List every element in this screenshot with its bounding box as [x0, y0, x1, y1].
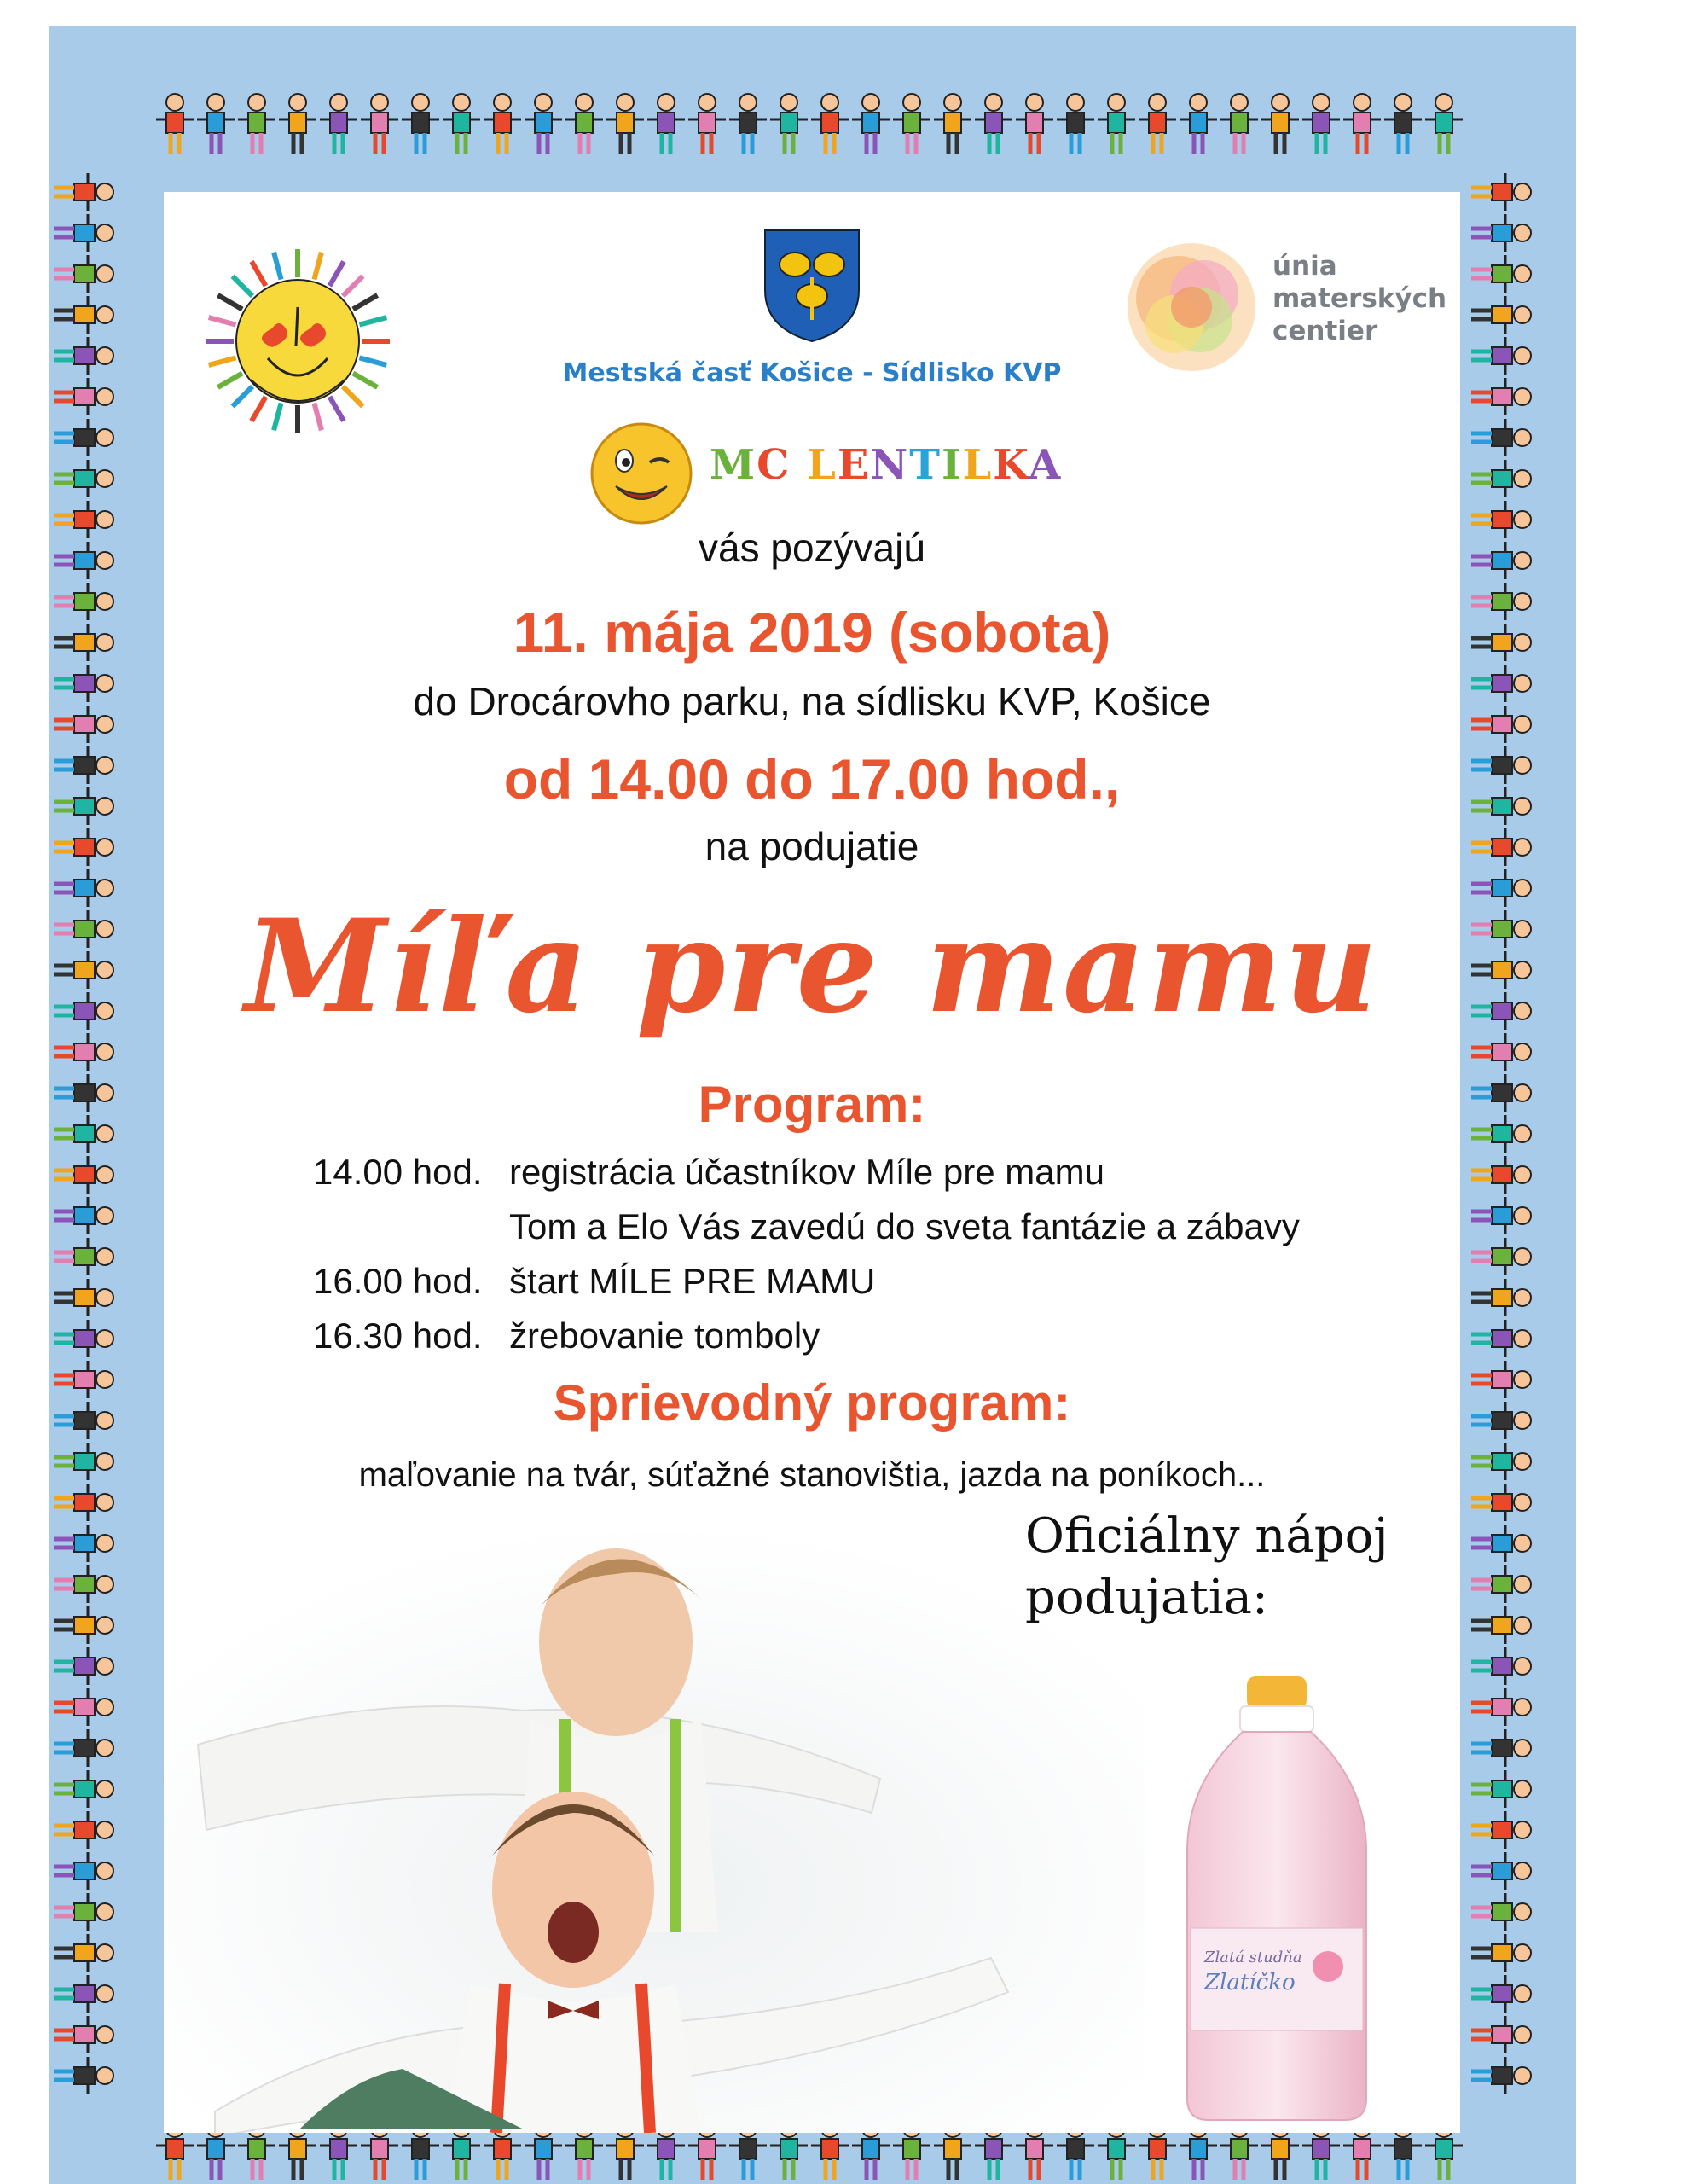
- border-person-icon: [1471, 1238, 1531, 1275]
- border-person-icon: [54, 337, 113, 375]
- border-person-icon: [1471, 1565, 1531, 1603]
- program-item-text: registrácia účastníkov Míle pre mamu: [509, 1152, 1104, 1192]
- side-program-text: maľovanie na tvár, súťažné stanovištia, jazda na poníkoch...: [358, 1456, 1266, 1494]
- event-label: na podujatie: [704, 824, 919, 868]
- official-drink-line2: podujatia:: [1025, 1570, 1268, 1625]
- program-item-text: štart MÍLE PRE MAMU: [509, 1261, 876, 1301]
- border-person-icon: [54, 951, 113, 989]
- border-person-icon: [54, 1238, 113, 1275]
- border-person-icon: [279, 94, 316, 154]
- border-person-icon: [320, 94, 357, 154]
- border-person-icon: [1471, 1197, 1531, 1234]
- mc-letter: A: [1028, 441, 1063, 489]
- border-person-icon: [402, 94, 439, 154]
- border-person-icon: [1471, 1156, 1531, 1194]
- mc-letter: M: [710, 441, 757, 489]
- border-person-icon: [1471, 869, 1531, 907]
- border-person-icon: [1302, 94, 1340, 154]
- border-person-icon: [54, 992, 113, 1030]
- border-person-icon: [1471, 624, 1531, 661]
- border-person-icon: [1471, 1525, 1531, 1562]
- poster-content: [164, 192, 1460, 2133]
- border-person-icon: [54, 1606, 113, 1644]
- border-person-icon: [54, 378, 113, 415]
- border-person-icon: [1471, 255, 1531, 293]
- program-item-time: 14.00 hod.: [313, 1152, 483, 1192]
- border-person-icon: [54, 2057, 113, 2094]
- border-person-icon: [54, 1197, 113, 1234]
- border-person-icon: [197, 94, 235, 154]
- event-time: od 14.00 do 17.00 hod.,: [503, 747, 1121, 810]
- coat-of-arms-icon: [761, 226, 863, 350]
- border-person-icon: [1471, 706, 1531, 743]
- border-person-icon: [54, 706, 113, 743]
- border-person-icon: [1261, 94, 1299, 154]
- border-person-icon: [54, 296, 113, 334]
- border-person-icon: [1471, 419, 1531, 456]
- border-person-icon: [54, 1934, 113, 1972]
- border-person-icon: [1384, 94, 1422, 154]
- mc-letter: I: [942, 441, 963, 489]
- border-person-icon: [934, 94, 971, 154]
- border-person-icon: [1471, 1606, 1531, 1644]
- program-item: [313, 1316, 1422, 1370]
- border-person-icon: [54, 1033, 113, 1071]
- border-person-icon: [54, 869, 113, 907]
- border-person-icon: [1471, 1852, 1531, 1890]
- border-person-icon: [54, 828, 113, 866]
- border-person-icon: [1471, 1279, 1531, 1316]
- border-person-icon: [1471, 214, 1531, 252]
- border-person-icon: [1471, 787, 1531, 825]
- mila-pre-mamu-sun-logo: [200, 243, 396, 444]
- border-person-icon: [1471, 460, 1531, 497]
- event-title: Míľa pre mamu: [245, 892, 1379, 1042]
- border-person-icon: [1471, 1443, 1531, 1480]
- border-person-icon: [54, 787, 113, 825]
- border-person-icon: [565, 94, 603, 154]
- border-person-icon: [1471, 583, 1531, 620]
- border-person-icon: [54, 1565, 113, 1603]
- border-person-icon: [54, 1811, 113, 1849]
- border-person-icon: [54, 1156, 113, 1194]
- program-list: [313, 1152, 1422, 1370]
- border-person-icon: [1471, 1729, 1531, 1767]
- border-person-icon: [1471, 296, 1531, 334]
- people-border-right: [1467, 171, 1535, 2116]
- border-person-icon: [1057, 94, 1094, 154]
- border-person-icon: [811, 94, 849, 154]
- border-person-icon: [1180, 94, 1217, 154]
- mc-letter: C: [757, 441, 791, 489]
- border-person-icon: [54, 2016, 113, 2053]
- program-item-time: 16.30 hod.: [313, 1316, 483, 1356]
- border-person-icon: [54, 1074, 113, 1112]
- people-border-left: [49, 171, 118, 2116]
- border-person-icon: [54, 1525, 113, 1562]
- border-person-icon: [156, 94, 194, 154]
- border-person-icon: [54, 1361, 113, 1398]
- winking-smiley-icon: [586, 418, 697, 533]
- border-person-icon: [361, 94, 398, 154]
- program-item: [313, 1152, 1422, 1206]
- mc-letter: K: [993, 441, 1029, 489]
- border-person-icon: [1471, 1484, 1531, 1521]
- border-person-icon: [1425, 94, 1463, 154]
- border-person-icon: [1471, 2016, 1531, 2053]
- border-person-icon: [1471, 1647, 1531, 1685]
- border-person-icon: [1471, 1361, 1531, 1398]
- mc-letter: L: [962, 441, 994, 489]
- city-district-label: Mestská časť Košice - Sídlisko KVP: [562, 358, 1062, 388]
- border-person-icon: [54, 1115, 113, 1153]
- border-person-icon: [54, 746, 113, 784]
- border-person-icon: [238, 94, 275, 154]
- border-person-icon: [1471, 828, 1531, 866]
- border-person-icon: [1220, 94, 1258, 154]
- border-person-icon: [1471, 501, 1531, 538]
- unia-materskych-centier-text: [1272, 250, 1446, 347]
- border-person-icon: [1471, 1811, 1531, 1849]
- program-item: [313, 1206, 1422, 1261]
- border-person-icon: [729, 94, 767, 154]
- border-person-icon: [852, 94, 890, 154]
- border-person-icon: [1471, 1320, 1531, 1357]
- border-person-icon: [893, 94, 930, 154]
- event-place: do Drocárovho parku, na sídlisku KVP, Košice: [413, 679, 1211, 723]
- border-person-icon: [1139, 94, 1176, 154]
- mc-letter: E: [837, 441, 871, 489]
- border-person-icon: [54, 173, 113, 211]
- border-person-icon: [54, 1975, 113, 2013]
- border-person-icon: [1471, 1688, 1531, 1726]
- performers-photo: [164, 1523, 1145, 2137]
- border-person-icon: [54, 214, 113, 252]
- border-person-icon: [54, 419, 113, 456]
- border-person-icon: [54, 624, 113, 661]
- border-person-icon: [1471, 378, 1531, 415]
- program-item-text: žrebovanie tomboly: [509, 1316, 820, 1356]
- border-person-icon: [1471, 337, 1531, 375]
- border-person-icon: [54, 665, 113, 702]
- border-person-icon: [54, 1852, 113, 1890]
- border-person-icon: [1471, 1975, 1531, 2013]
- border-person-icon: [606, 94, 644, 154]
- border-person-icon: [54, 1688, 113, 1726]
- invite-line: vás pozývajú: [699, 526, 925, 570]
- border-person-icon: [1471, 992, 1531, 1030]
- border-person-icon: [54, 255, 113, 293]
- program-item: [313, 1261, 1422, 1316]
- border-person-icon: [54, 1484, 113, 1521]
- border-person-icon: [975, 94, 1012, 154]
- materskych-word: materských: [1272, 283, 1447, 314]
- border-person-icon: [54, 542, 113, 579]
- event-date: 11. mája 2019 (sobota): [513, 601, 1111, 664]
- border-person-icon: [1471, 1033, 1531, 1071]
- border-person-icon: [1343, 94, 1381, 154]
- bottle-brand-large: Zlatíčko: [1204, 1970, 1296, 1995]
- border-person-icon: [54, 1443, 113, 1480]
- border-person-icon: [54, 460, 113, 497]
- water-bottle-icon: [1179, 1672, 1375, 2124]
- border-person-icon: [1471, 542, 1531, 579]
- side-program-heading: Sprievodný program:: [553, 1374, 1071, 1432]
- border-person-icon: [54, 1320, 113, 1357]
- border-person-icon: [1471, 746, 1531, 784]
- border-person-icon: [54, 1729, 113, 1767]
- border-person-icon: [54, 910, 113, 948]
- program-item-text: Tom a Elo Vás zavedú do sveta fantázie a zábavy: [509, 1206, 1300, 1246]
- border-person-icon: [1471, 1934, 1531, 1972]
- border-person-icon: [54, 1279, 113, 1316]
- border-person-icon: [1471, 910, 1531, 948]
- border-person-icon: [1471, 2057, 1531, 2094]
- program-heading: Program:: [698, 1076, 926, 1133]
- border-person-icon: [647, 94, 685, 154]
- border-person-icon: [1471, 1115, 1531, 1153]
- border-person-icon: [54, 1647, 113, 1685]
- border-person-icon: [443, 94, 480, 154]
- mc-letter: N: [870, 441, 910, 489]
- border-person-icon: [1471, 1074, 1531, 1112]
- unia-word: únia: [1272, 251, 1337, 282]
- program-item-time: 16.00 hod.: [313, 1261, 483, 1301]
- border-person-icon: [1471, 951, 1531, 989]
- border-person-icon: [525, 94, 562, 154]
- official-drink-label: [1025, 1506, 1388, 1629]
- border-person-icon: [688, 94, 726, 154]
- border-person-icon: [54, 1893, 113, 1931]
- people-border-top: [154, 90, 1467, 158]
- border-person-icon: [1471, 1402, 1531, 1439]
- border-person-icon: [1016, 94, 1053, 154]
- border-person-icon: [54, 501, 113, 538]
- unia-materskych-centier-logo-icon: [1119, 235, 1264, 384]
- mc-lentilka-name: [710, 441, 1062, 489]
- border-person-icon: [54, 583, 113, 620]
- border-person-icon: [1471, 1893, 1531, 1931]
- border-person-icon: [1471, 665, 1531, 702]
- centier-word: centier: [1272, 316, 1378, 346]
- border-person-icon: [1098, 94, 1135, 154]
- bottle-brand-small: Zlatá studňa: [1204, 1949, 1302, 1966]
- mc-letter: T: [909, 441, 942, 489]
- border-person-icon: [1471, 1770, 1531, 1808]
- official-drink-line1: Oficiálny nápoj: [1025, 1508, 1388, 1564]
- border-person-icon: [54, 1770, 113, 1808]
- border-person-icon: [484, 94, 521, 154]
- sun-logo-icon: [200, 243, 396, 439]
- border-person-icon: [1471, 173, 1531, 211]
- border-person-icon: [770, 94, 808, 154]
- water-bottle: [1179, 1672, 1375, 2129]
- mc-letter: L: [807, 441, 838, 489]
- border-person-icon: [54, 1402, 113, 1439]
- mc-letter: [791, 441, 807, 489]
